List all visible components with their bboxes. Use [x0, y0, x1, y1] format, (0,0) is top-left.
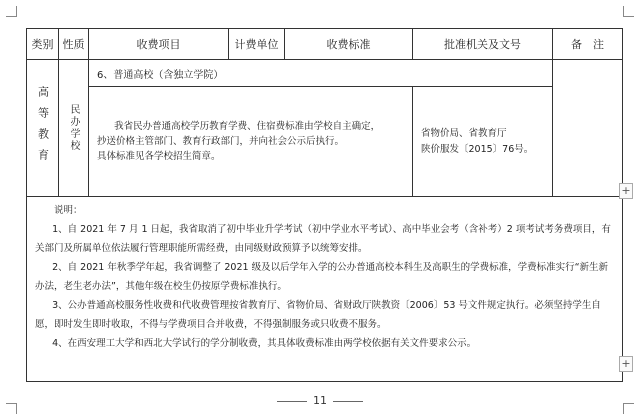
- expand-plus-button[interactable]: +: [619, 356, 633, 372]
- table-row: [27, 87, 623, 197]
- approval-line: 省物价局、省教育厅: [421, 127, 507, 139]
- header-standard: 收费标准: [285, 29, 413, 60]
- page-number: [0, 394, 640, 407]
- approval-line: 陕价服发〔2015〕76号。: [421, 143, 534, 155]
- header-item: 收费项目: [89, 29, 229, 60]
- subheading-text: 6、普通高校（含独立学院）: [97, 69, 224, 81]
- header-nature: 性质: [59, 29, 89, 60]
- header-category: 类别: [27, 29, 59, 60]
- note-item: 1、自 2021 年 7 月 1 日起，我省取消了初中毕业升学考试（初中学业水平考试）、高中毕业会考（含补考）2 项考试考务费项目，有关部门及所属单位依法履行管理职能所需经费，由同级财政预算予以统筹安排。: [35, 224, 611, 254]
- notes-title: 说明：: [54, 205, 83, 216]
- content-line: 抄送价格主管部门、教育行政部门，并向社会公示后执行。: [97, 136, 345, 147]
- page-number-dash-right: [333, 401, 363, 402]
- category-cell: [27, 60, 59, 197]
- notes-row: [27, 197, 623, 382]
- notes-cell: [27, 197, 623, 382]
- content-cell: [89, 87, 413, 197]
- expand-plus-button[interactable]: +: [619, 183, 633, 199]
- note-item: 2、自 2021 年秋季学年起，我省调整了 2021 级及以后学年入学的公办普通高校本科生及高职生的学费标准，学费标准实行“新生新办法，老生老办法”，其他年级在校生仍按原学费标准执行。: [35, 262, 608, 292]
- page-number-dash-left: [277, 401, 307, 402]
- crop-mark-top-left: [6, 6, 17, 17]
- crop-mark-top-right: [623, 6, 634, 17]
- page-number-text: 11: [313, 394, 327, 407]
- table-row: [27, 60, 623, 87]
- header-approval: 批准机关及文号: [413, 29, 553, 60]
- subheading-cell: [89, 60, 553, 87]
- header-remarks: 备 注: [553, 29, 623, 60]
- remarks-cell: [553, 60, 623, 197]
- content-line: 我省民办普通高校学历教育学费、住宿费标准由学校自主确定，: [114, 121, 381, 132]
- note-item: 4、在西安理工大学和西北大学试行的学分制收费，其具体收费标准由两学校依据有关文件要求公示。: [52, 338, 477, 349]
- note-item: 3、公办普通高校服务性收费和代收费管理按省教育厅、省物价局、省财政厅陕教资〔2006〕53 号文件规定执行。必须坚持学生自愿，即时发生即时收取，不得与学费项目合并收费，不得强制服务或只收费不服务。: [35, 300, 601, 330]
- approval-cell: [413, 87, 553, 197]
- nature-cell: [59, 60, 89, 197]
- fee-table: [26, 28, 623, 382]
- header-unit: 计费单位: [229, 29, 285, 60]
- category-text: 高等教育: [36, 86, 50, 170]
- nature-text: 民办学校: [68, 104, 79, 152]
- table-header-row: [27, 29, 623, 60]
- content-line: 具体标准见各学校招生简章。: [97, 151, 221, 162]
